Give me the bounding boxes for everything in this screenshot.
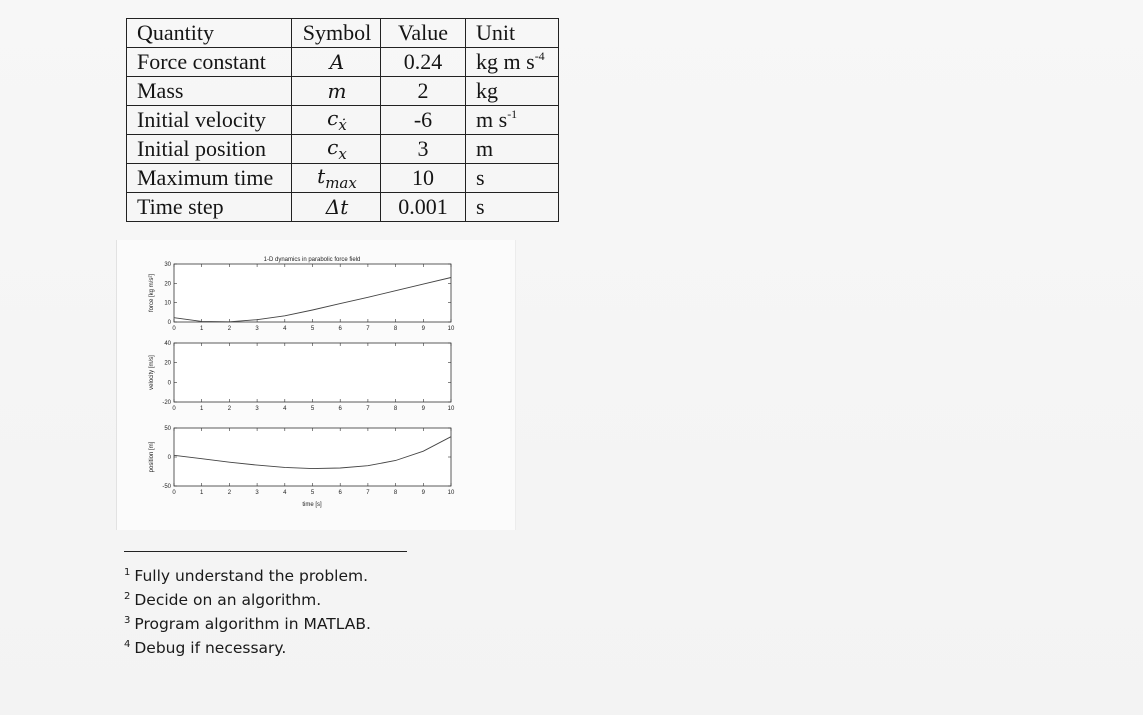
x-tick-label: 4 (283, 326, 287, 332)
y-axis-label: position [m] (149, 441, 155, 473)
y-axis-label: velocity [m/s] (149, 355, 155, 390)
unit-cell: s (466, 164, 559, 193)
value-cell: 3 (381, 135, 466, 164)
symbol-cell: $c_x$ (292, 135, 381, 164)
x-tick-label: 7 (366, 326, 370, 332)
x-tick-label: 3 (255, 406, 259, 412)
y-tick-label: 20 (164, 360, 171, 367)
footnote-item: $^3$ Program algorithm in MATLAB. (124, 615, 371, 633)
x-tick-label: 2 (227, 406, 232, 412)
quantity-cell: Initial position (127, 135, 292, 164)
quantity-cell: Maximum time (127, 164, 292, 193)
value-cell: 0.001 (381, 193, 466, 222)
x-tick-label: 3 (255, 490, 259, 496)
quantity-cell: Force constant (127, 48, 292, 77)
x-tick-label: 6 (338, 326, 342, 332)
x-tick-label: 0 (172, 326, 176, 332)
quantity-cell: Initial velocity (127, 106, 292, 135)
x-tick-label: 2 (227, 326, 232, 332)
header-quantity: Quantity (127, 19, 292, 48)
unit-cell: m $s^{-1}$ (466, 106, 559, 135)
y-tick-label: 0 (167, 380, 171, 387)
footnote-list (124, 564, 371, 660)
x-tick-label: 0 (172, 406, 176, 412)
symbol-cell: Δt (292, 193, 381, 222)
y-tick-label: 50 (164, 426, 171, 432)
x-tick-label: 6 (338, 490, 342, 496)
y-tick-label: 0 (167, 320, 171, 326)
table-row (127, 193, 559, 222)
y-tick-label: 0 (167, 455, 171, 461)
x-tick-label: 6 (338, 406, 342, 412)
x-tick-label: 9 (421, 406, 425, 412)
x-tick-label: 2 (227, 490, 232, 496)
x-tick-label: 9 (421, 326, 425, 332)
x-tick-label: 7 (366, 406, 370, 412)
y-tick-label: -20 (162, 400, 171, 406)
y-axis-label: force [kg m/s²] (149, 273, 155, 313)
figure-title: 1-D dynamics in parabolic force field (263, 257, 361, 263)
x-tick-label: 7 (366, 490, 370, 496)
y-tick-label: -50 (162, 484, 171, 490)
table-header-row (127, 19, 559, 48)
x-tick-label: 8 (393, 326, 398, 332)
x-tick-label: 5 (310, 406, 315, 412)
x-tick-label: 10 (447, 326, 455, 332)
header-value: Value (381, 19, 466, 48)
symbol-cell: A (292, 48, 381, 77)
y-tick-label: 40 (164, 341, 171, 347)
table-row (127, 135, 559, 164)
parameter-table (126, 18, 559, 222)
x-tick-label: 9 (421, 490, 425, 496)
footnote-separator (124, 551, 407, 552)
value-cell: 10 (381, 164, 466, 193)
header-symbol: Symbol (292, 19, 381, 48)
x-tick-label: 4 (283, 490, 287, 496)
figure-svg (117, 240, 515, 530)
table-row (127, 164, 559, 193)
symbol-cell: $c_ẋ$ (292, 106, 381, 135)
table-row (127, 106, 559, 135)
y-tick-label: 10 (164, 300, 171, 307)
dynamics-figure (116, 240, 516, 530)
value-cell: 0.24 (381, 48, 466, 77)
value-cell: -6 (381, 106, 466, 135)
footnote-item: $^1$ Fully understand the problem. (124, 567, 369, 585)
x-tick-label: 8 (393, 406, 398, 412)
table-row (127, 77, 559, 106)
unit-cell: s (466, 193, 559, 222)
y-tick-label: 30 (164, 262, 171, 268)
unit-cell: kg m $s^{-4}$ (466, 48, 559, 77)
x-tick-label: 5 (310, 326, 315, 332)
footnote-item: $^2$ Decide on an algorithm. (124, 591, 322, 609)
header-unit: Unit (466, 19, 559, 48)
x-tick-label: 3 (255, 326, 259, 332)
x-tick-label: 4 (283, 406, 287, 412)
footnote-item: $^4$ Debug if necessary. (124, 639, 287, 657)
x-tick-label: 1 (200, 490, 204, 496)
quantity-cell: Time step (127, 193, 292, 222)
unit-cell: kg (466, 77, 559, 106)
value-cell: 2 (381, 77, 466, 106)
x-tick-label: 1 (200, 406, 204, 412)
figure-xlabel: time [s] (302, 502, 322, 508)
x-tick-label: 8 (393, 490, 398, 496)
x-tick-label: 0 (172, 490, 176, 496)
x-tick-label: 5 (310, 490, 315, 496)
subplot-1-axes (174, 264, 451, 322)
symbol-cell: $t_{max}$ (292, 164, 381, 193)
table-row (127, 48, 559, 77)
unit-cell: m (466, 135, 559, 164)
quantity-cell: Mass (127, 77, 292, 106)
x-tick-label: 10 (447, 406, 455, 412)
x-tick-label: 1 (200, 326, 204, 332)
subplot-3-axes (174, 428, 451, 486)
subplot-2-axes (174, 343, 451, 402)
symbol-cell: m (292, 77, 381, 106)
y-tick-label: 20 (164, 281, 171, 288)
x-tick-label: 10 (447, 490, 455, 496)
